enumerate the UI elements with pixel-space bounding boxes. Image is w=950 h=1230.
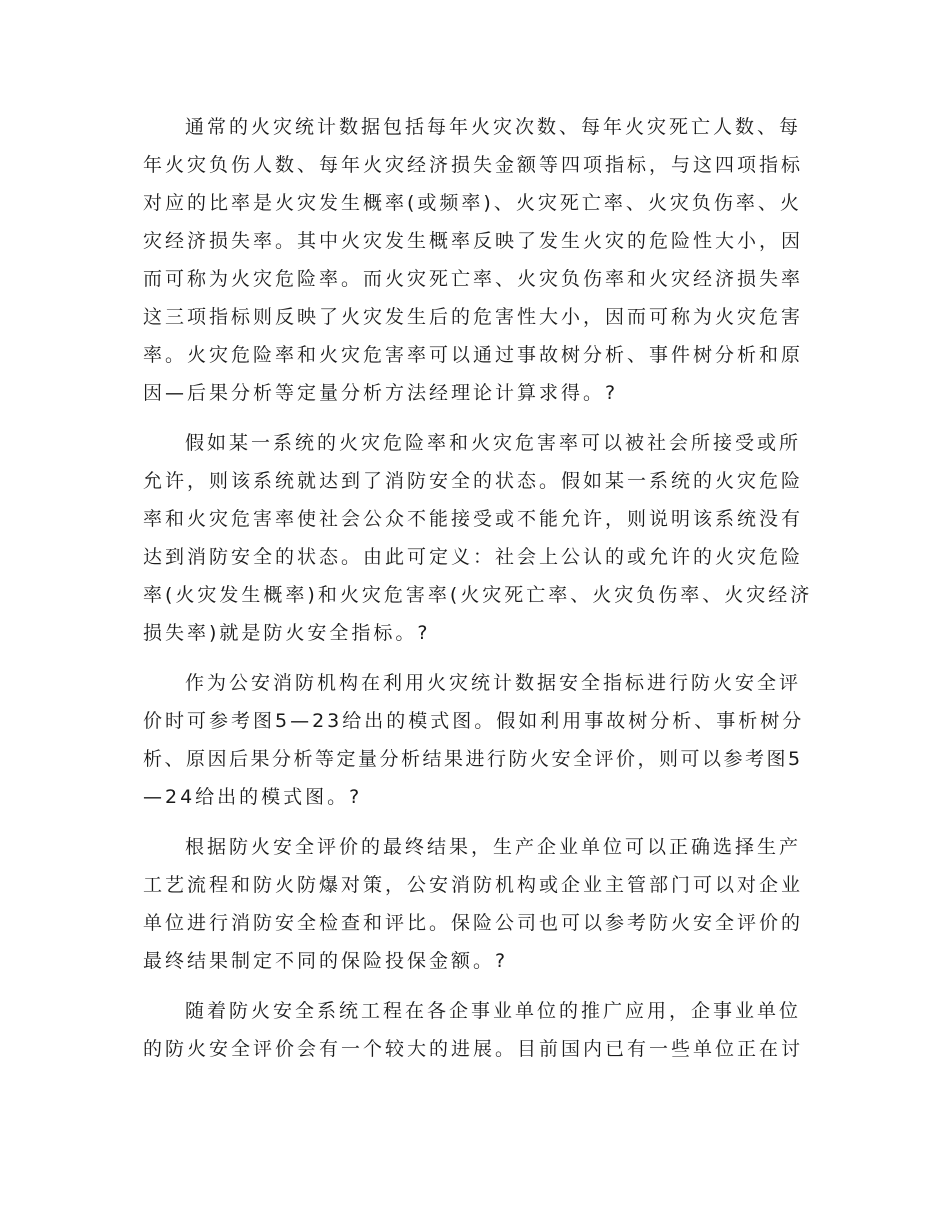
text-line: 假如某一系统的火灾危险率和火灾危害率可以被社会所接受或所 — [185, 432, 802, 454]
paragraph-fire-statistics — [143, 108, 813, 412]
text-line: 根据防火安全评价的最终结果，生产企业单位可以正确选择生产 — [185, 836, 802, 858]
text-line: 率。火灾危险率和火灾危害率可以通过事故树分析、事件树分析和原 — [143, 344, 804, 366]
text-line: 年火灾负伤人数、每年火灾经济损失金额等四项指标，与这四项指标 — [143, 154, 804, 176]
paragraph-safety-definition — [143, 424, 813, 652]
text-line: 损失率)就是防火安全指标。? — [143, 622, 431, 644]
document-body — [143, 108, 813, 1080]
text-line: 达到消防安全的状态。由此可定义：社会上公认的或允许的火灾危险 — [143, 546, 804, 568]
text-line: 作为公安消防机构在利用火灾统计数据安全指标进行防火安全评 — [185, 672, 802, 694]
text-line: 价时可参考图5—23给出的模式图。假如利用事故树分析、事析树分 — [143, 710, 805, 732]
text-line: 通常的火灾统计数据包括每年火灾次数、每年火灾死亡人数、每 — [185, 116, 802, 138]
text-line: 因—后果分析等定量分析方法经理论计算求得。? — [143, 382, 619, 404]
text-line: 最终结果制定不同的保险投保金额。? — [143, 950, 509, 972]
text-line: 允许，则该系统就达到了消防安全的状态。假如某一系统的火灾危险 — [143, 470, 804, 492]
text-line: 率(火灾发生概率)和火灾危害率(火灾死亡率、火灾负伤率、火灾经济 — [143, 584, 813, 606]
paragraph-future-progress — [143, 992, 813, 1068]
text-line: 随着防火安全系统工程在各企事业单位的推广应用，企事业单位 — [185, 1000, 802, 1022]
text-line: 析、原因后果分析等定量分析结果进行防火安全评价，则可以参考图5 — [143, 748, 803, 770]
text-line: 而可称为火灾危险率。而火灾死亡率、火灾负伤率和火灾经济损失率 — [143, 268, 804, 290]
text-line: 灾经济损失率。其中火灾发生概率反映了发生火灾的危险性大小，因 — [143, 230, 804, 252]
paragraph-evaluation-results — [143, 828, 813, 980]
text-line: 率和火灾危害率使社会公众不能接受或不能允许，则说明该系统没有 — [143, 508, 804, 530]
text-line: 的防火安全评价会有一个较大的进展。目前国内已有一些单位正在讨 — [143, 1038, 804, 1060]
paragraph-model-diagram — [143, 664, 813, 816]
text-line: 这三项指标则反映了火灾发生后的危害性大小，因而可称为火灾危害 — [143, 306, 804, 328]
text-line: 工艺流程和防火防爆对策，公安消防机构或企业主管部门可以对企业 — [143, 874, 804, 896]
text-line: 单位进行消防安全检查和评比。保险公司也可以参考防火安全评价的 — [143, 912, 804, 934]
text-line: 对应的比率是火灾发生概率(或频率)、火灾死亡率、火灾负伤率、火 — [143, 192, 802, 214]
text-line: —24给出的模式图。? — [143, 786, 363, 808]
